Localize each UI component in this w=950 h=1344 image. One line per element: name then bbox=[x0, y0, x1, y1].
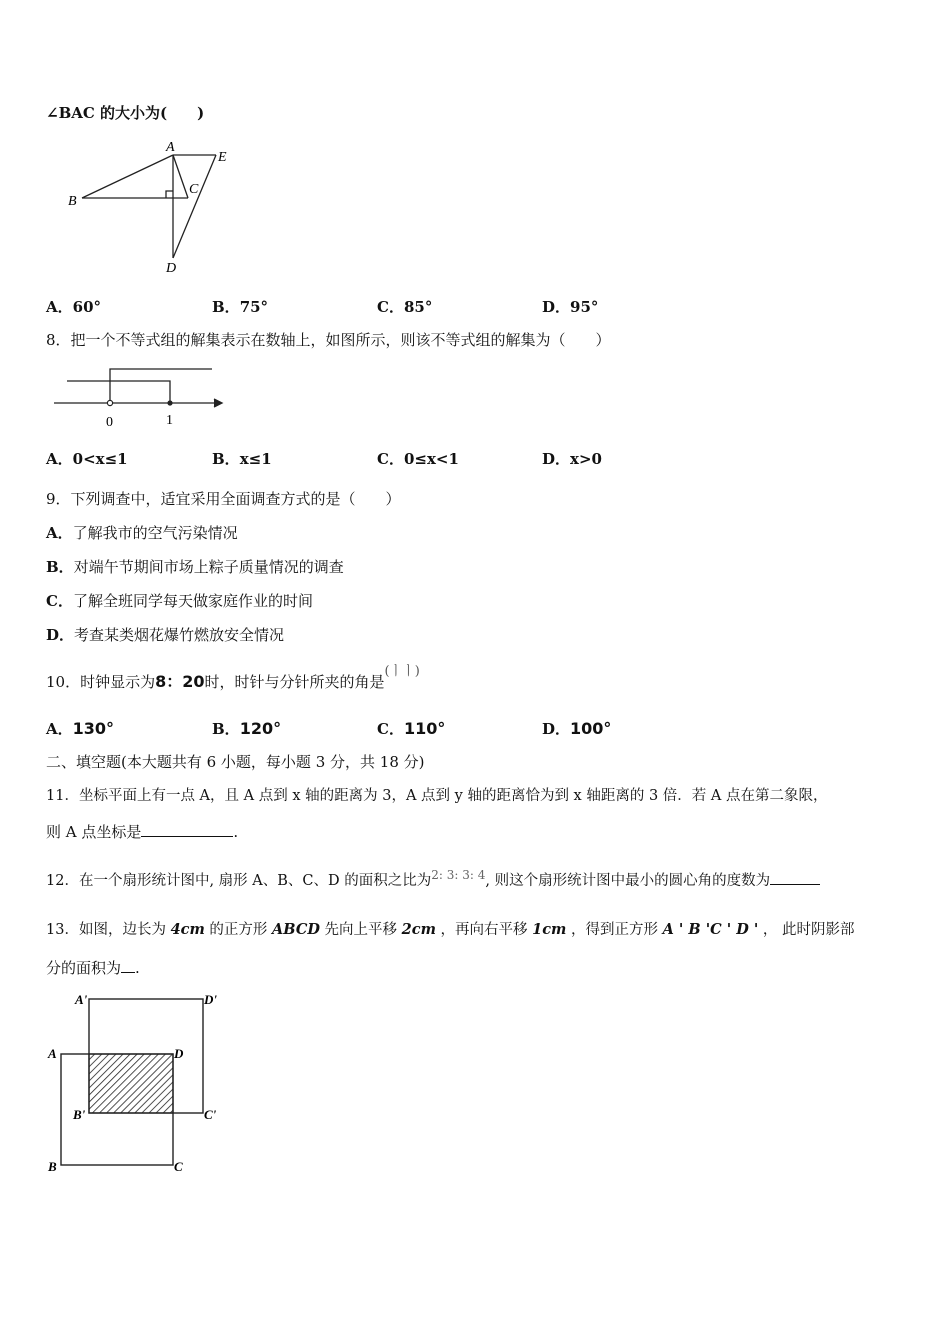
q10-option-d: D．100° bbox=[542, 719, 612, 738]
q8-option-b: B．x≤1 bbox=[212, 450, 272, 468]
tick-0-label: 0 bbox=[106, 415, 113, 430]
q8-stem: 8．把一个不等式组的解集表示在数轴上，如图所示，则该不等式组的解集为（ ） bbox=[46, 331, 611, 349]
q11-line-2: 则 A 点坐标是 . bbox=[46, 823, 239, 841]
q13-line-2: 分的面积为 . bbox=[46, 959, 140, 977]
label-d-prime: D' bbox=[204, 992, 217, 1007]
q7-option-b: B．75° bbox=[212, 298, 269, 316]
q11-line-1: 11．坐标平面上有一点 A，且 A 点到 x 轴的距离为 3，A 点到 y 轴的距离恰为到 x 轴距离的 3 倍．若 A 点在第二象限， bbox=[46, 788, 828, 804]
q13-line-1: 13．如图，边长为 4cm 的正方形 ABCD 先向上平移 2cm ，再向右平移 1cm ，得到正方形 A ' B 'C ' D ' ， 此时阴影部 bbox=[46, 921, 855, 938]
q9-option-b: B．对端午节期间市场上粽子质量情况的调查 bbox=[46, 558, 344, 576]
q13-answer-blank[interactable] bbox=[121, 958, 135, 973]
q8-option-d: D．x>0 bbox=[542, 450, 602, 468]
label-b: B bbox=[68, 194, 77, 209]
section-2-heading: 二、填空题(本大题共有 6 小题，每小题 3 分，共 18 分) bbox=[46, 753, 425, 771]
q8-option-a: A．0<x≤1 bbox=[46, 450, 128, 468]
q13-squares-figure bbox=[40, 988, 240, 1178]
q9-option-c: C．了解全班同学每天做家庭作业的时间 bbox=[46, 592, 313, 610]
label-c: C bbox=[174, 1159, 183, 1174]
q9-option-a: A．了解我市的空气污染情况 bbox=[46, 524, 238, 542]
q12-ratio: 2: 3: 3: 4 bbox=[431, 868, 486, 882]
q7-triangle-figure bbox=[60, 140, 250, 280]
label-a: A bbox=[166, 140, 175, 155]
q11-answer-blank[interactable] bbox=[141, 822, 233, 837]
q8-number-line-figure bbox=[50, 360, 240, 432]
label-d: D bbox=[174, 1046, 184, 1061]
q7-option-c: C．85° bbox=[377, 298, 433, 316]
q9-option-d: D．考查某类烟花爆竹燃放安全情况 bbox=[46, 626, 285, 644]
q10-answer-paren: (ㅣㅣ) bbox=[384, 664, 420, 679]
q10-option-c: C．110° bbox=[377, 719, 446, 738]
q10-option-a: A．130° bbox=[46, 719, 115, 738]
q7-option-d: D．95° bbox=[542, 298, 599, 316]
label-b-prime: B' bbox=[73, 1107, 86, 1122]
q10-stem: 10．时钟显示为8：20时，时针与分针所夹的角是(ㅣㅣ) bbox=[46, 664, 420, 691]
q12-stem: 12．在一个扇形统计图中, 扇形 A、B、C、D 的面积之比为$^{2: 3: 3: 4}$, 则这个扇形统计图中最小的圆心角的度数为 bbox=[46, 870, 820, 891]
label-d: D bbox=[166, 261, 177, 276]
tick-1-label: 1 bbox=[166, 413, 173, 428]
label-a-prime: A' bbox=[75, 992, 88, 1007]
label-b: B bbox=[48, 1159, 57, 1174]
q7-option-a: A．60° bbox=[46, 298, 102, 316]
label-e: E bbox=[218, 150, 227, 165]
q8-option-c: C．0≤x<1 bbox=[377, 450, 459, 468]
q12-answer-blank[interactable] bbox=[770, 870, 820, 885]
label-a: A bbox=[48, 1046, 57, 1061]
q9-stem: 9．下列调查中，适宜采用全面调查方式的是（ ） bbox=[46, 490, 401, 508]
q10-option-b: B．120° bbox=[212, 719, 282, 738]
q10-time: 8：20 bbox=[155, 672, 205, 691]
label-c: C bbox=[189, 182, 199, 197]
label-c-prime: C' bbox=[204, 1107, 217, 1122]
q7-stem-tail: ∠BAC 的大小为( ) bbox=[46, 104, 205, 122]
